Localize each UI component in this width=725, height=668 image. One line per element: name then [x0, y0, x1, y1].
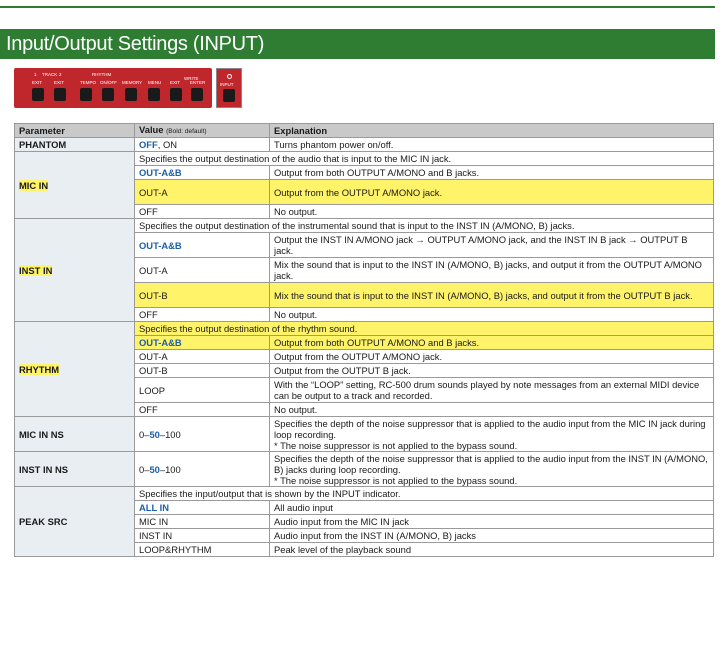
explanation-cell: Output the INST IN A/MONO jack → OUTPUT A/MONO jack, and the INST IN B jack → OUTPUT B jack. [270, 233, 714, 258]
value-cell [135, 138, 270, 152]
panel-label: WRITE [184, 76, 199, 81]
value-min: 0– [139, 463, 150, 475]
value-cell: ALL IN [135, 501, 270, 515]
value-max: –100 [159, 463, 181, 475]
table-row [15, 417, 714, 452]
value-cell: OUT-B [135, 364, 270, 378]
panel-label: RHYTHM [92, 72, 112, 77]
explanation-cell: Output from the OUTPUT A/MONO jack. [270, 350, 714, 364]
input-button [223, 89, 235, 102]
explanation-cell: Audio input from the INST IN (A/MONO, B) jacks [270, 529, 714, 543]
explanation-cell: All audio input [270, 501, 714, 515]
explanation-cell: No output. [270, 403, 714, 417]
table-row [15, 219, 714, 233]
explanation-cell: Mix the sound that is input to the INST IN (A/MONO, B) jacks, and output it from the OUTPUT A/MONO jack. [270, 258, 714, 283]
input-indicator-icon [227, 74, 232, 79]
param-mic-in [15, 152, 135, 219]
explanation-cell: Output from both OUTPUT A/MONO and B jacks. [270, 166, 714, 180]
explanation-cell: Output from the OUTPUT B jack. [270, 364, 714, 378]
explanation-cell: No output. [270, 205, 714, 219]
note-text: * The noise suppressor is not applied to the bypass sound. [274, 474, 518, 486]
description-cell: Specifies the output destination of the instrumental sound that is input to the INST IN (A/MONO, B) jacks. [135, 219, 714, 233]
value-cell: OUT-A&B [135, 166, 270, 180]
description-cell: Specifies the input/output that is shown by the INPUT indicator. [135, 487, 714, 501]
header-explanation: Explanation [270, 124, 714, 138]
default-value: OFF [139, 139, 158, 150]
panel-label: EXIT [170, 80, 181, 85]
table-header-row [15, 124, 714, 138]
param-phantom: PHANTOM [15, 138, 135, 152]
panel-label: MEMORY [122, 80, 143, 85]
value-cell: LOOP&RHYTHM [135, 543, 270, 557]
param-peak-src: PEAK SRC [15, 487, 135, 557]
section-title: Input/Output Settings (INPUT) [0, 29, 715, 59]
explanation-cell: Output from the OUTPUT A/MONO jack. [270, 180, 714, 205]
explanation-text: Specifies the depth of the noise suppressor that is applied to the audio input from the MIC IN jack during loop recording. [274, 417, 706, 440]
panel-label: EXIT [54, 80, 65, 85]
table-row [15, 138, 714, 152]
panel-label: EXIT [32, 80, 43, 85]
panel-button [32, 88, 44, 101]
value-cell: OFF [135, 308, 270, 322]
value-cell: OUT-A [135, 350, 270, 364]
settings-table [14, 123, 714, 557]
note-text: * The noise suppressor is not applied to the bypass sound. [274, 439, 518, 451]
input-button-illustration [216, 68, 242, 108]
value-cell: MIC IN [135, 515, 270, 529]
value-cell: LOOP [135, 378, 270, 403]
panel-button [148, 88, 160, 101]
value-cell: INST IN [135, 529, 270, 543]
default-value: 50 [149, 463, 160, 475]
table-row [15, 152, 714, 166]
panel-label: ON/OFF [100, 80, 117, 85]
panel-label: 1 [34, 72, 37, 77]
panel-label: TRACK [42, 72, 58, 77]
value-rest: , ON [157, 139, 178, 150]
input-label: INPUT [220, 82, 234, 87]
explanation-text: Specifies the depth of the noise suppressor that is applied to the audio input from the INST IN (A/MONO, B) jacks during loop recording. [274, 452, 708, 475]
device-panel-illustration [14, 68, 212, 108]
explanation-cell: Peak level of the playback sound [270, 543, 714, 557]
value-cell [135, 417, 270, 452]
panel-button [80, 88, 92, 101]
default-value: 50 [149, 428, 160, 440]
table-row [15, 322, 714, 336]
value-cell: OUT-A&B [135, 336, 270, 350]
param-mic-in-ns: MIC IN NS [15, 417, 135, 452]
value-cell: OUT-A [135, 258, 270, 283]
value-min: 0– [139, 428, 150, 440]
table-row [15, 487, 714, 501]
header-value [135, 124, 270, 138]
description-cell: Specifies the output destination of the audio that is input to the MIC IN jack. [135, 152, 714, 166]
table-row [15, 452, 714, 487]
explanation-cell [270, 417, 714, 452]
panel-button [125, 88, 137, 101]
param-label: RHYTHM [19, 363, 60, 375]
panel-label: TEMPO [80, 80, 97, 85]
panel-button [170, 88, 182, 101]
value-cell: OUT-A [135, 180, 270, 205]
header-value-note: (Bold: default) [166, 128, 207, 135]
description-cell: Specifies the output destination of the rhythm sound. [135, 322, 714, 336]
panel-label: ENTER [190, 80, 206, 85]
explanation-cell: Mix the sound that is input to the INST IN (A/MONO, B) jacks, and output it from the OUTPUT B jack. [270, 283, 714, 308]
panel-button [102, 88, 114, 101]
explanation-cell: No output. [270, 308, 714, 322]
panel-label: 2 [59, 72, 62, 77]
param-rhythm [15, 322, 135, 417]
panel-button [191, 88, 203, 101]
param-inst-in [15, 219, 135, 322]
value-max: –100 [159, 428, 181, 440]
explanation-cell: With the “LOOP” setting, RC-500 drum sounds played by note messages from an external MIDI device can be output to a track and recorded. [270, 378, 714, 403]
header-value-label: Value [139, 124, 164, 135]
value-cell [135, 452, 270, 487]
value-cell: OUT-B [135, 283, 270, 308]
explanation-cell [270, 452, 714, 487]
value-cell: OFF [135, 403, 270, 417]
param-inst-in-ns: INST IN NS [15, 452, 135, 487]
param-label: MIC IN [19, 179, 49, 191]
header-parameter: Parameter [15, 124, 135, 138]
explanation-cell: Output from both OUTPUT A/MONO and B jacks. [270, 336, 714, 350]
value-cell: OUT-A&B [135, 233, 270, 258]
panel-label: MENU [148, 80, 162, 85]
panel-button [54, 88, 66, 101]
top-rule [0, 6, 715, 8]
explanation-cell: Audio input from the MIC IN jack [270, 515, 714, 529]
param-label: INST IN [19, 264, 53, 276]
explanation-cell: Turns phantom power on/off. [270, 138, 714, 152]
value-cell: OFF [135, 205, 270, 219]
